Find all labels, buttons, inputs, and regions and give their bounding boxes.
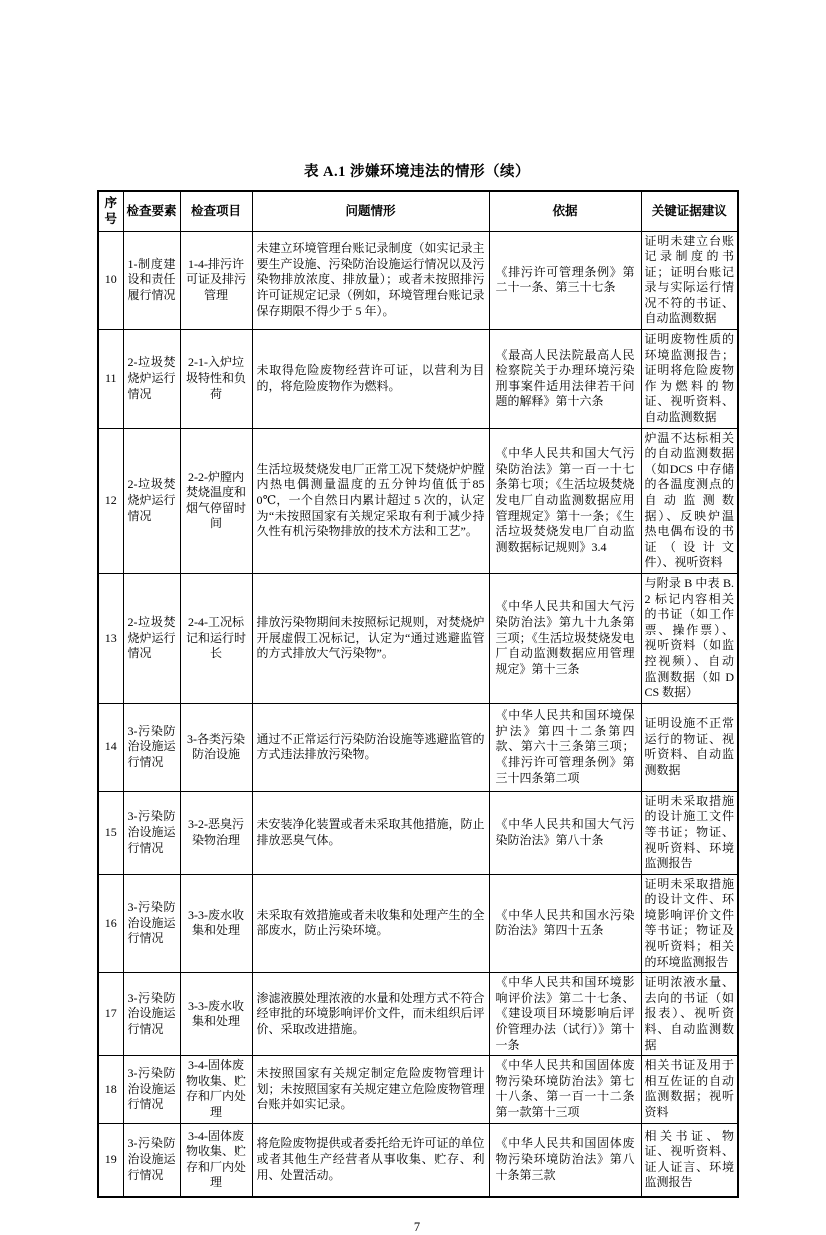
table-row bbox=[98, 231, 738, 330]
cell-inspection-item: 3-3-废水收集和处理 bbox=[180, 874, 252, 973]
cell-legal-basis: 《最高人民法院最高人民检察院关于办理环境污染刑事案件适用法律若干问题的解释》第十六条 bbox=[489, 330, 641, 429]
cell-serial-number: 10 bbox=[98, 231, 123, 330]
cell-key-evidence: 证明未建立台账记录制度的书证；证明台账记录与实际运行情况不符的书证、自动监测数据 bbox=[641, 231, 738, 330]
header-serial-number: 序号 bbox=[98, 191, 123, 231]
cell-problem-situation: 未建立环境管理台账记录制度（如实记录主要生产设施、污染防治设施运行情况以及污染物排放浓度、排放量）；或者未按照排污许可证规定记录（例如，环境管理台账记录保存期限不得少于 5 年）。 bbox=[252, 231, 489, 330]
cell-key-evidence: 相关书证、物证、视听资料、证人证言、环境监测报告 bbox=[641, 1123, 738, 1197]
cell-inspection-element: 3-污染防治设施运行情况 bbox=[123, 1123, 180, 1197]
cell-legal-basis: 《中华人民共和国环境影响评价法》第二十七条、《建设项目环境影响后评价管理办法（试行）》第十一条 bbox=[489, 973, 641, 1056]
cell-inspection-element: 3-污染防治设施运行情况 bbox=[123, 703, 180, 791]
cell-key-evidence: 与附录 B 中表 B.2 标记内容相关的书证（如工作票、操作票）、视听资料（如监控视频）、自动监测数据（如 DCS 数据） bbox=[641, 573, 738, 703]
cell-problem-situation: 未安装净化装置或者未采取其他措施，防止排放恶臭气体。 bbox=[252, 791, 489, 874]
cell-legal-basis: 《中华人民共和国固体废物污染环境防治法》第八十条第三款 bbox=[489, 1123, 641, 1197]
cell-inspection-item: 2-4-工况标记和运行时长 bbox=[180, 573, 252, 703]
cell-inspection-item: 3-4-固体废物收集、贮存和厂内处理 bbox=[180, 1056, 252, 1123]
cell-legal-basis: 《中华人民共和国大气污染防治法》第九十九条第三项；《生活垃圾焚烧发电厂自动监测数据应用管理规定》第十三条 bbox=[489, 573, 641, 703]
cell-inspection-element: 3-污染防治设施运行情况 bbox=[123, 791, 180, 874]
cell-problem-situation: 未取得危险废物经营许可证，以营利为目的，将危险废物作为燃料。 bbox=[252, 330, 489, 429]
cell-problem-situation: 将危险废物提供或者委托给无许可证的单位或者其他生产经营者从事收集、贮存、利用、处置活动。 bbox=[252, 1123, 489, 1197]
cell-inspection-element: 2-垃圾焚烧炉运行情况 bbox=[123, 573, 180, 703]
table-row bbox=[98, 703, 738, 791]
cell-inspection-item: 1-4-排污许可证及排污管理 bbox=[180, 231, 252, 330]
cell-inspection-item: 3-2-恶臭污染物治理 bbox=[180, 791, 252, 874]
cell-inspection-item: 3-各类污染防治设施 bbox=[180, 703, 252, 791]
cell-problem-situation: 通过不正常运行污染防治设施等逃避监管的方式违法排放污染物。 bbox=[252, 703, 489, 791]
cell-serial-number: 17 bbox=[98, 973, 123, 1056]
cell-legal-basis: 《中华人民共和国固体废物污染环境防治法》第七十八条、第一百一十二条第一款第十三项 bbox=[489, 1056, 641, 1123]
header-inspection-item: 检查项目 bbox=[180, 191, 252, 231]
cell-serial-number: 12 bbox=[98, 428, 123, 573]
cell-inspection-element: 3-污染防治设施运行情况 bbox=[123, 1056, 180, 1123]
cell-inspection-item: 3-4-固体废物收集、贮存和厂内处理 bbox=[180, 1123, 252, 1197]
cell-serial-number: 11 bbox=[98, 330, 123, 429]
cell-legal-basis: 《排污许可管理条例》第二十一条、第三十七条 bbox=[489, 231, 641, 330]
cell-key-evidence: 证明浓液水量、去向的书证（如报表）、视听资料、自动监测数据 bbox=[641, 973, 738, 1056]
cell-serial-number: 18 bbox=[98, 1056, 123, 1123]
cell-problem-situation: 渗滤液膜处理浓液的水量和处理方式不符合经审批的环境影响评价文件，而未组织后评价、采取改进措施。 bbox=[252, 973, 489, 1056]
cell-inspection-element: 3-污染防治设施运行情况 bbox=[123, 874, 180, 973]
cell-inspection-item: 3-3-废水收集和处理 bbox=[180, 973, 252, 1056]
cell-inspection-element: 2-垃圾焚烧炉运行情况 bbox=[123, 330, 180, 429]
header-key-evidence: 关键证据建议 bbox=[641, 191, 738, 231]
cell-problem-situation: 未采取有效措施或者未收集和处理产生的全部废水，防止污染环境。 bbox=[252, 874, 489, 973]
cell-problem-situation: 生活垃圾焚烧发电厂正常工况下焚烧炉炉膛内热电偶测量温度的五分钟均值低于850℃，一个自然日内累计超过 5 次的，认定为“未按照国家有关规定采取有利于减少持久性有机污染物排放的技术方法和工艺”。 bbox=[252, 428, 489, 573]
table-row bbox=[98, 1056, 738, 1123]
table-row bbox=[98, 428, 738, 573]
cell-serial-number: 14 bbox=[98, 703, 123, 791]
cell-problem-situation: 未按照国家有关规定制定危险废物管理计划；未按照国家有关规定建立危险废物管理台账并如实记录。 bbox=[252, 1056, 489, 1123]
cell-key-evidence: 证明废物性质的环境监测报告；证明将危险废物作为燃料的物证、视听资料、自动监测数据 bbox=[641, 330, 738, 429]
cell-key-evidence: 证明设施不正常运行的物证、视听资料、自动监测数据 bbox=[641, 703, 738, 791]
table-title: 表 A.1 涉嫌环境违法的情形（续） bbox=[303, 164, 531, 180]
table-row bbox=[98, 973, 738, 1056]
cell-legal-basis: 《中华人民共和国大气污染防治法》第八十条 bbox=[489, 791, 641, 874]
cell-key-evidence: 炉温不达标相关的自动监测数据（如DCS 中存储的各温度测点的自动监测数据）、反映炉温热电偶布设的书证（设计文件）、视听资料 bbox=[641, 428, 738, 573]
cell-serial-number: 16 bbox=[98, 874, 123, 973]
cell-serial-number: 13 bbox=[98, 573, 123, 703]
table-row bbox=[98, 874, 738, 973]
cell-legal-basis: 《中华人民共和国水污染防治法》第四十五条 bbox=[489, 874, 641, 973]
cell-legal-basis: 《中华人民共和国大气污染防治法》第一百一十七条第七项；《生活垃圾焚烧发电厂自动监测数据应用管理规定》第十一条；《生活垃圾焚烧发电厂自动监测数据标记规则》3.4 bbox=[489, 428, 641, 573]
table-row bbox=[98, 1123, 738, 1197]
header-legal-basis: 依据 bbox=[489, 191, 641, 231]
cell-serial-number: 19 bbox=[98, 1123, 123, 1197]
cell-inspection-element: 1-制度建设和责任履行情况 bbox=[123, 231, 180, 330]
cell-inspection-item: 2-1-入炉垃圾特性和负荷 bbox=[180, 330, 252, 429]
violations-table bbox=[97, 190, 739, 1198]
cell-key-evidence: 证明未采取措施的设计文件、环境影响评价文件等书证；物证及视听资料；相关的环境监测报告 bbox=[641, 874, 738, 973]
cell-serial-number: 15 bbox=[98, 791, 123, 874]
cell-key-evidence: 相关书证及用于相互佐证的自动监测数据；视听资料 bbox=[641, 1056, 738, 1123]
page-number: 7 bbox=[413, 1220, 421, 1235]
table-header-row bbox=[98, 191, 738, 231]
header-problem-situation: 问题情形 bbox=[252, 191, 489, 231]
table-row bbox=[98, 791, 738, 874]
table-row bbox=[98, 330, 738, 429]
cell-key-evidence: 证明未采取措施的设计施工文件等书证；物证、视听资料、环境监测报告 bbox=[641, 791, 738, 874]
cell-legal-basis: 《中华人民共和国环境保护法》第四十二条第四款、第六十三条第三项；《排污许可管理条例》第三十四条第二项 bbox=[489, 703, 641, 791]
cell-inspection-item: 2-2-炉膛内焚烧温度和烟气停留时间 bbox=[180, 428, 252, 573]
cell-inspection-element: 2-垃圾焚烧炉运行情况 bbox=[123, 428, 180, 573]
header-inspection-element: 检查要素 bbox=[123, 191, 180, 231]
cell-inspection-element: 3-污染防治设施运行情况 bbox=[123, 973, 180, 1056]
cell-problem-situation: 排放污染物期间未按照标记规则，对焚烧炉开展虚假工况标记，认定为“通过逃避监管的方式排放大气污染物”。 bbox=[252, 573, 489, 703]
table-row bbox=[98, 573, 738, 703]
